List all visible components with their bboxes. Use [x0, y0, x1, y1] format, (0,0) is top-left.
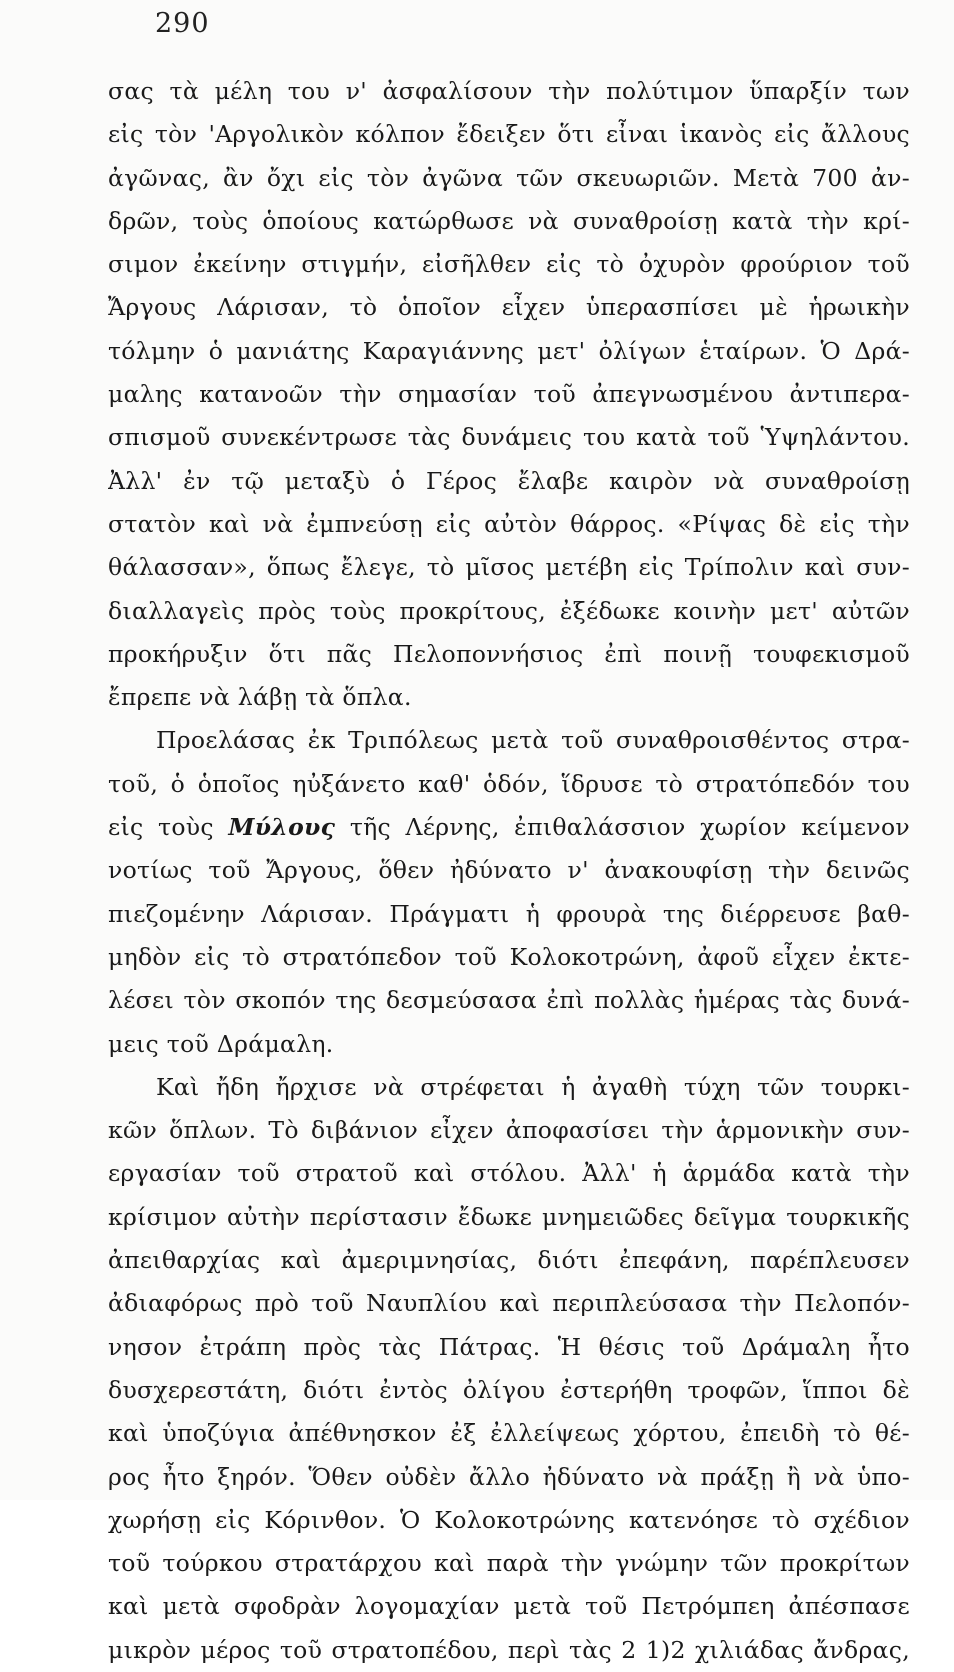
text-line: νησον ἐτράπη πρὸς τὰς Πάτρας. Ἡ θέσις τοῦ Δράμαλη ἦτο: [108, 1332, 910, 1361]
text-line: δυσχερεστάτη, διότι ἐντὸς ὀλίγου ἐστερήθη τροφῶν, ἵπποι δὲ: [108, 1375, 910, 1404]
text-line: πιεζομένην Λάρισαν. Πράγματι ἡ φρουρὰ της διέρρευσε βαθ-: [108, 899, 910, 928]
text-line: καὶ μετὰ σφοδρὰν λογομαχίαν μετὰ τοῦ Πετρόμπεη ἀπέσπασε: [108, 1592, 910, 1621]
text-line: σπισμοῦ συνεκέντρωσε τὰς δυνάμεις του κατὰ τοῦ Ὑψηλάντου.: [108, 423, 910, 452]
text-line: σιμον ἐκείνην στιγμήν, εἰσῆλθεν εἰς τὸ ὀχυρὸν φρούριον τοῦ: [108, 250, 910, 279]
text-line: στατὸν καὶ νὰ ἐμπνεύσῃ εἰς αὐτὸν θάρρος. «Ρίψας δὲ εἰς τὴν: [108, 509, 910, 538]
text-line: λέσει τὸν σκοπόν της δεσμεύσασα ἐπὶ πολλὰς ἡμέρας τὰς δυνά-: [108, 986, 910, 1015]
text-line: μαλης κατανοῶν τὴν σημασίαν τοῦ ἀπεγνωσμένου ἀντιπερα-: [108, 380, 910, 409]
text-line: μηδὸν εἰς τὸ στρατόπεδον τοῦ Κολοκοτρώνη, ἀφοῦ εἶχεν ἐκτε-: [108, 942, 910, 971]
text-line: κῶν ὅπλων. Τὸ διβάνιον εἶχεν ἀποφασίσει τὴν ἁρμονικὴν συν-: [108, 1116, 910, 1145]
text-line: θάλασσαν», ὅπως ἔλεγε, τὸ μῖσος μετέβη εἰς Τρίπολιν καὶ συν-: [108, 553, 910, 582]
text-segment: τῆς Λέρνης, ἐπιθαλάσσιον χωρίον κείμενον: [335, 813, 910, 842]
text-line: σας τὰ μέλη του ν' ἀσφαλίσουν τὴν πολύτιμον ὕπαρξίν των: [108, 77, 910, 105]
text-line: μεις τοῦ Δράμαλη.: [108, 1029, 334, 1058]
text-line: ἀδιαφόρως πρὸ τοῦ Ναυπλίου καὶ περιπλεύσασα τὴν Πελοπόν-: [108, 1289, 910, 1318]
text-line: ἀγῶνας, ἂν ὄχι εἰς τὸν ἀγῶνα τῶν σκευωριῶν. Μετὰ 700 ἀν-: [108, 163, 910, 192]
text-line: διαλλαγεὶς πρὸς τοὺς προκρίτους, ἐξέδωκε κοινὴν μετ' αὐτῶν: [108, 596, 910, 625]
text-line: τοῦ, ὁ ὁποῖος ηὐξάνετο καθ' ὁδόν, ἵδρυσε τὸ στρατόπεδόν του: [108, 769, 910, 798]
emphasized-place-name: Μύλους: [228, 813, 336, 842]
text-line: ρος ἦτο ξηρόν. Ὅθεν οὐδὲν ἄλλο ἠδύνατο νὰ πράξῃ ἢ νὰ ὑπο-: [108, 1462, 910, 1491]
text-line: κρίσιμον αὐτὴν περίστασιν ἔδωκε μνημειῶδες δεῖγμα τουρκικῆς: [108, 1202, 910, 1231]
text-line: δρῶν, τοὺς ὁποίους κατώρθωσε νὰ συναθροίσῃ κατὰ τὴν κρί-: [108, 206, 910, 235]
text-line: νοτίως τοῦ Ἄργους, ὅθεν ἠδύνατο ν' ἀνακουφίσῃ τὴν δεινῶς: [108, 856, 910, 885]
text-line: εἰς τὸν 'Αργολικὸν κόλπον ἔδειξεν ὅτι εἶναι ἱκανὸς εἰς ἄλλους: [108, 120, 910, 149]
text-line: καὶ ὑποζύγια ἀπέθνησκον ἐξ ἐλλείψεως χόρτου, ἐπειδὴ τὸ θέ-: [108, 1419, 910, 1448]
text-line: Ἀλλ' ἐν τῷ μεταξὺ ὁ Γέρος ἔλαβε καιρὸν νὰ συναθροίσῃ: [108, 466, 910, 495]
text-line: Καὶ ἤδη ἤρχισε νὰ στρέφεται ἡ ἀγαθὴ τύχη τῶν τουρκι-: [156, 1072, 910, 1101]
text-line: προκήρυξιν ὅτι πᾶς Πελοποννήσιος ἐπὶ ποινῇ τουφεκισμοῦ: [108, 639, 910, 668]
text-line: ἔπρεπε νὰ λάβῃ τὰ ὅπλα.: [108, 683, 412, 712]
text-line: Ἄργους Λάρισαν, τὸ ὁποῖον εἶχεν ὑπερασπίσει μὲ ἡρωικὴν: [108, 293, 910, 322]
text-line: [108, 806, 910, 849]
body-text: [108, 70, 910, 1672]
text-line: χωρήσῃ εἰς Κόρινθον. Ὁ Κολοκοτρώνης κατενόησε τὸ σχέδιον: [108, 1505, 910, 1534]
text-line: Προελάσας ἐκ Τριπόλεως μετὰ τοῦ συναθροισθέντος στρα-: [156, 726, 910, 755]
text-segment: εἰς τοὺς: [108, 813, 229, 842]
text-line: τοῦ τούρκου στρατάρχου καὶ παρὰ τὴν γνώμην τῶν προκρίτων: [108, 1549, 910, 1578]
text-line: ἀπειθαρχίας καὶ ἀμεριμνησίας, διότι ἐπεφάνη, παρέπλευσεν: [108, 1246, 910, 1275]
text-line: τόλμην ὁ μανιάτης Καραγιάννης μετ' ὀλίγων ἑταίρων. Ὁ Δρά-: [108, 336, 910, 365]
text-line: μικρὸν μέρος τοῦ στρατοπέδου, περὶ τὰς 2 1)2 χιλιάδας ἄνδρας,: [108, 1635, 910, 1664]
text-line: εργασίαν τοῦ στρατοῦ καὶ στόλου. Ἀλλ' ἡ ἁρμάδα κατὰ τὴν: [108, 1159, 910, 1188]
page-number: 290: [155, 8, 210, 39]
